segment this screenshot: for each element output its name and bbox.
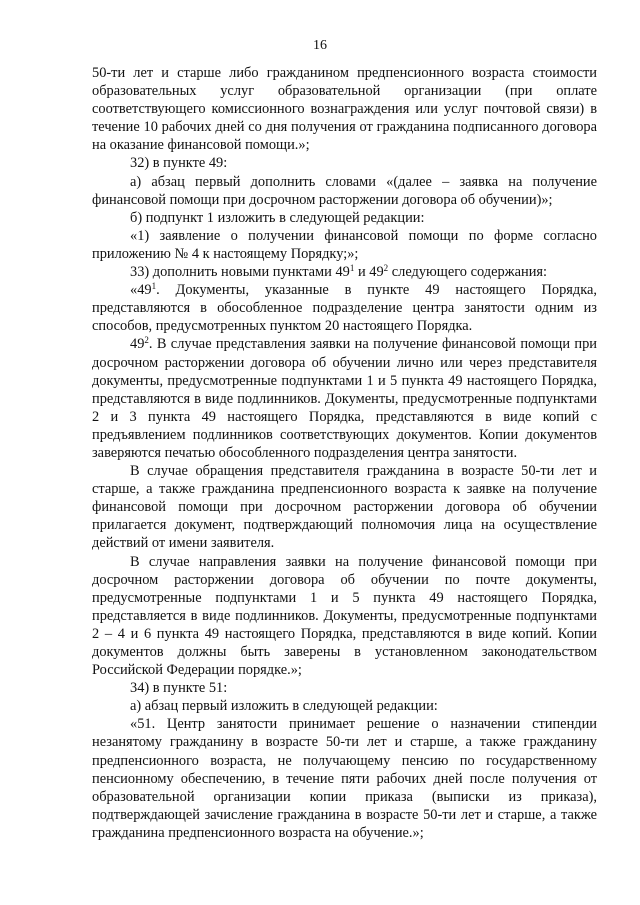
text-fragment: . В случае представления заявки на получение финансовой помощи при досрочном расторжении договора об обучении лично или через представителя документы, предусмотренные подпунктами 1 и 5 пункта 49 настоящего Порядка, представляются в виде подлинников. Документы, предусмотренные подпунктами 2 и 3 пункта 49 настоящего Порядка, представляются в виде копий с предъявлением подлинников соответствующих документов. Копии документов заверяются печатью обособленного подразделения центра занятости. <box>92 336 597 461</box>
page-number: 16 <box>313 38 327 53</box>
paragraph-representative: В случае обращения представителя гражданина в возрасте 50-ти лет и старше, а также гражданина предпенсионного возраста к заявке на получение финансовой помощи при досрочном расторжении договора об обучении прилагается документ, подтверждающий полномочия лица на осуществление действий от имени заявителя. <box>92 463 597 552</box>
paragraph-49-2 <box>92 335 597 462</box>
text-fragment: «49 <box>130 282 152 299</box>
text-fragment: и 49 <box>354 264 384 281</box>
text-fragment: следующего содержания: <box>388 264 548 281</box>
text-fragment: . Документы, указанные в пункте 49 настоящего Порядка, представляются в обособленное подразделение центра занятости одним из способов, предусмотренных пунктом 20 настоящего Порядка. <box>92 282 597 335</box>
text-fragment: 33) дополнить новыми пунктами 49 <box>130 264 350 281</box>
paragraph-item-34a: а) абзац первый изложить в следующей редакции: <box>130 698 438 715</box>
paragraph-mail: В случае направления заявки на получение финансовой помощи при досрочном расторжении договора об обучении по почте документы, предусмотренные подпунктами 1 и 5 пункта 49 настоящего Порядка, представляется в виде подлинников. Документы, предусмотренные подпунктами 2 – 4 и 6 пункта 49 настоящего Порядка, представляются в виде копий. Копии документов должны быть заверены в установленном законодательством Российской Федерации порядке.»; <box>92 553 597 679</box>
paragraph-continuation: 50-ти лет и старше либо гражданином предпенсионного возраста стоимости образовательных услуг образовательной организации (при оплате соответствующего комиссионного вознаграждения или услуг почтовой связи) в течение 10 рабочих дней со дня получения от гражданина подписанного договора на оказание финансовой помощи.»; <box>92 65 597 154</box>
paragraph-item-32b: б) подпункт 1 изложить в следующей редакции: <box>130 209 425 226</box>
paragraph-quote-1: «1) заявление о получении финансовой помощи по форме согласно приложению № 4 к настоящему Порядку;»; <box>92 227 597 262</box>
superscript: 2 <box>144 335 149 346</box>
superscript: 2 <box>383 263 389 274</box>
text-fragment: 49 <box>130 336 145 353</box>
paragraph-item-32: 32) в пункте 49: <box>130 155 228 172</box>
paragraph-item-33 <box>92 263 597 281</box>
paragraph-item-32a: а) абзац первый дополнить словами «(далее – заявка на получение финансовой помощи при досрочном расторжении договора об обучении)»; <box>92 173 597 208</box>
superscript: 1 <box>349 263 355 274</box>
paragraph-quote-51: «51. Центр занятости принимает решение о назначении стипендии незанятому гражданину в возрасте 50-ти лет и старше, а также гражданину предпенсионного возраста, не получающему пенсию по государственному пенсионному обеспечению, в течение пяти рабочих дней после получения от образовательной организации копии приказа (выписки из приказа), подтверждающей зачисление гражданина в возрасте 50-ти лет и старше, а также гражданина предпенсионного возраста на обучение.»; <box>92 716 597 841</box>
document-body <box>92 64 597 842</box>
paragraph-item-34: 34) в пункте 51: <box>130 680 228 697</box>
superscript: 1 <box>151 281 157 292</box>
paragraph-49-1 <box>92 281 597 335</box>
